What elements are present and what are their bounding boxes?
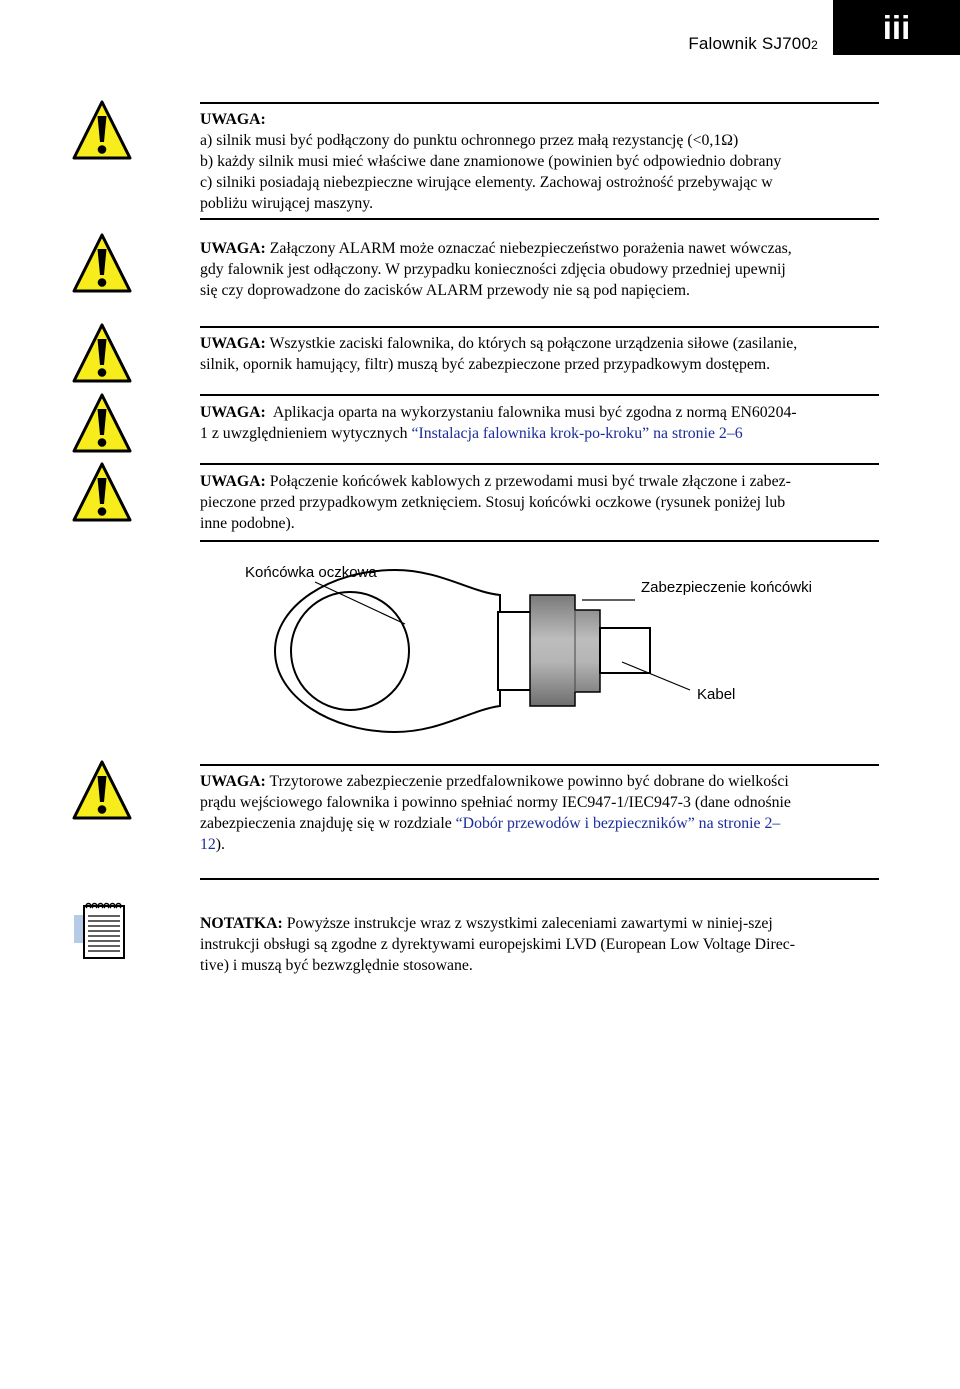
- ring-hole: [291, 592, 409, 710]
- header-title: Falownik SJ7002: [688, 34, 818, 53]
- ring-terminal-figure: [0, 540, 960, 770]
- note-6: UWAGA: Trzytorowe zabezpieczenie przedfalownikowe powinno być dobrane do wielkości prądu wejściowego falownika i powinno spełniać normy IEC947-1/IEC947-3 (dane odnośnie zabezpieczenia znajduję się w rozdziale “Dobór przewodów i bezpieczników” na stronie 2– 12).: [200, 773, 791, 853]
- terminal-barrel: [498, 612, 532, 690]
- ring-terminal-drawing: [0, 540, 960, 770]
- note-3: UWAGA: Wszystkie zaciski falownika, do których są połączone urządzenia siłowe (zasilanie, silnik, opornik hamujący, filtr) muszą być zabezpieczone przed przypadkowym dostępem.: [200, 335, 798, 373]
- note-1-item-c: c) silniki posiadają niebezpieczne wirujące elementy. Zachowaj ostrożność przebywając w: [200, 174, 773, 191]
- note-3-top-rule: [200, 326, 879, 328]
- note-6-top-rule: [200, 764, 879, 766]
- note-5-top-rule: [200, 463, 879, 465]
- notepad-icon: [72, 900, 132, 960]
- note-1-item-c-cont: pobliżu wirującej maszyny.: [200, 195, 374, 212]
- note-5: UWAGA: Połączenie końcówek kablowych z przewodami musi być trwale złączone i zabez- pieczone przed przypadkowym zetknięciem. Stosuj końcówki oczkowe (rysunek poniżej lub inne podobne).: [200, 473, 791, 532]
- terminal-sleeve: [530, 595, 600, 706]
- link-wire-fuse-selection-page[interactable]: 12: [200, 836, 216, 853]
- link-wire-fuse-selection[interactable]: “Dobór przewodów i bezpieczników” na stronie 2–: [455, 815, 781, 832]
- cable: [600, 628, 650, 673]
- label-terminal-sleeve: Zabezpieczenie końcówki: [641, 579, 812, 596]
- note-5-label: UWAGA:: [200, 473, 266, 490]
- note-4-label: UWAGA:: [200, 404, 266, 421]
- warning-triangle-icon: [72, 323, 132, 383]
- note-4-top-rule: [200, 394, 879, 396]
- note-2-top-rule: [200, 218, 879, 220]
- note-4: UWAGA: Aplikacja oparta na wykorzystaniu falownika musi być zgodna z normą EN60204- 1 z uwzględnieniem wytycznych “Instalacja falownika krok-po-kroku” na stronie 2–6: [200, 404, 797, 442]
- label-cable: Kabel: [697, 686, 736, 703]
- label-ring-terminal: Końcówka oczkowa: [245, 564, 377, 581]
- note-1-label: UWAGA:: [200, 111, 266, 128]
- note-1: [200, 109, 879, 214]
- note-6-label: UWAGA:: [200, 773, 266, 790]
- note-1-item-a: a) silnik musi być podłączony do punktu ochronnego przez małą rezystancję (<0,1Ω): [200, 132, 739, 149]
- note-7-label: NOTATKA:: [200, 915, 283, 932]
- note-7: NOTATKA: Powyższe instrukcje wraz z wszystkimi zaleceniami zawartymi w niniej-szej instrukcji obsługi są zgodne z dyrektywami europejskimi LVD (European Low Voltage Direc- tive) i muszą być bezwzględnie stosowane.: [200, 915, 796, 974]
- note-1-top-rule: [200, 102, 879, 104]
- link-installation-step-by-step[interactable]: “Instalacja falownika krok-po-kroku” na stronie 2–6: [411, 425, 743, 442]
- note-3-label: UWAGA:: [200, 335, 266, 352]
- note-2: UWAGA: Załączony ALARM może oznaczać niebezpieczeństwo porażenia nawet wówczas, gdy falownik jest odłączony. W przypadku konieczności zdjęcia obudowy przedniej upewnij się czy doprowadzone do zacisków ALARM przewody nie są pod napięciem.: [200, 240, 792, 299]
- page-number-tab: iii: [833, 0, 960, 55]
- note-1-item-b: b) każdy silnik musi mieć właściwe dane znamionowe (powinien być odpowiednio dobrany: [200, 153, 782, 170]
- warning-triangle-icon: [72, 462, 132, 522]
- warning-triangle-icon: [72, 393, 132, 453]
- warning-triangle-icon: [72, 233, 132, 293]
- note-7-top-rule: [200, 878, 879, 880]
- note-2-label: UWAGA:: [200, 240, 266, 257]
- warning-triangle-icon: [72, 100, 132, 160]
- warning-triangle-icon: [72, 760, 132, 820]
